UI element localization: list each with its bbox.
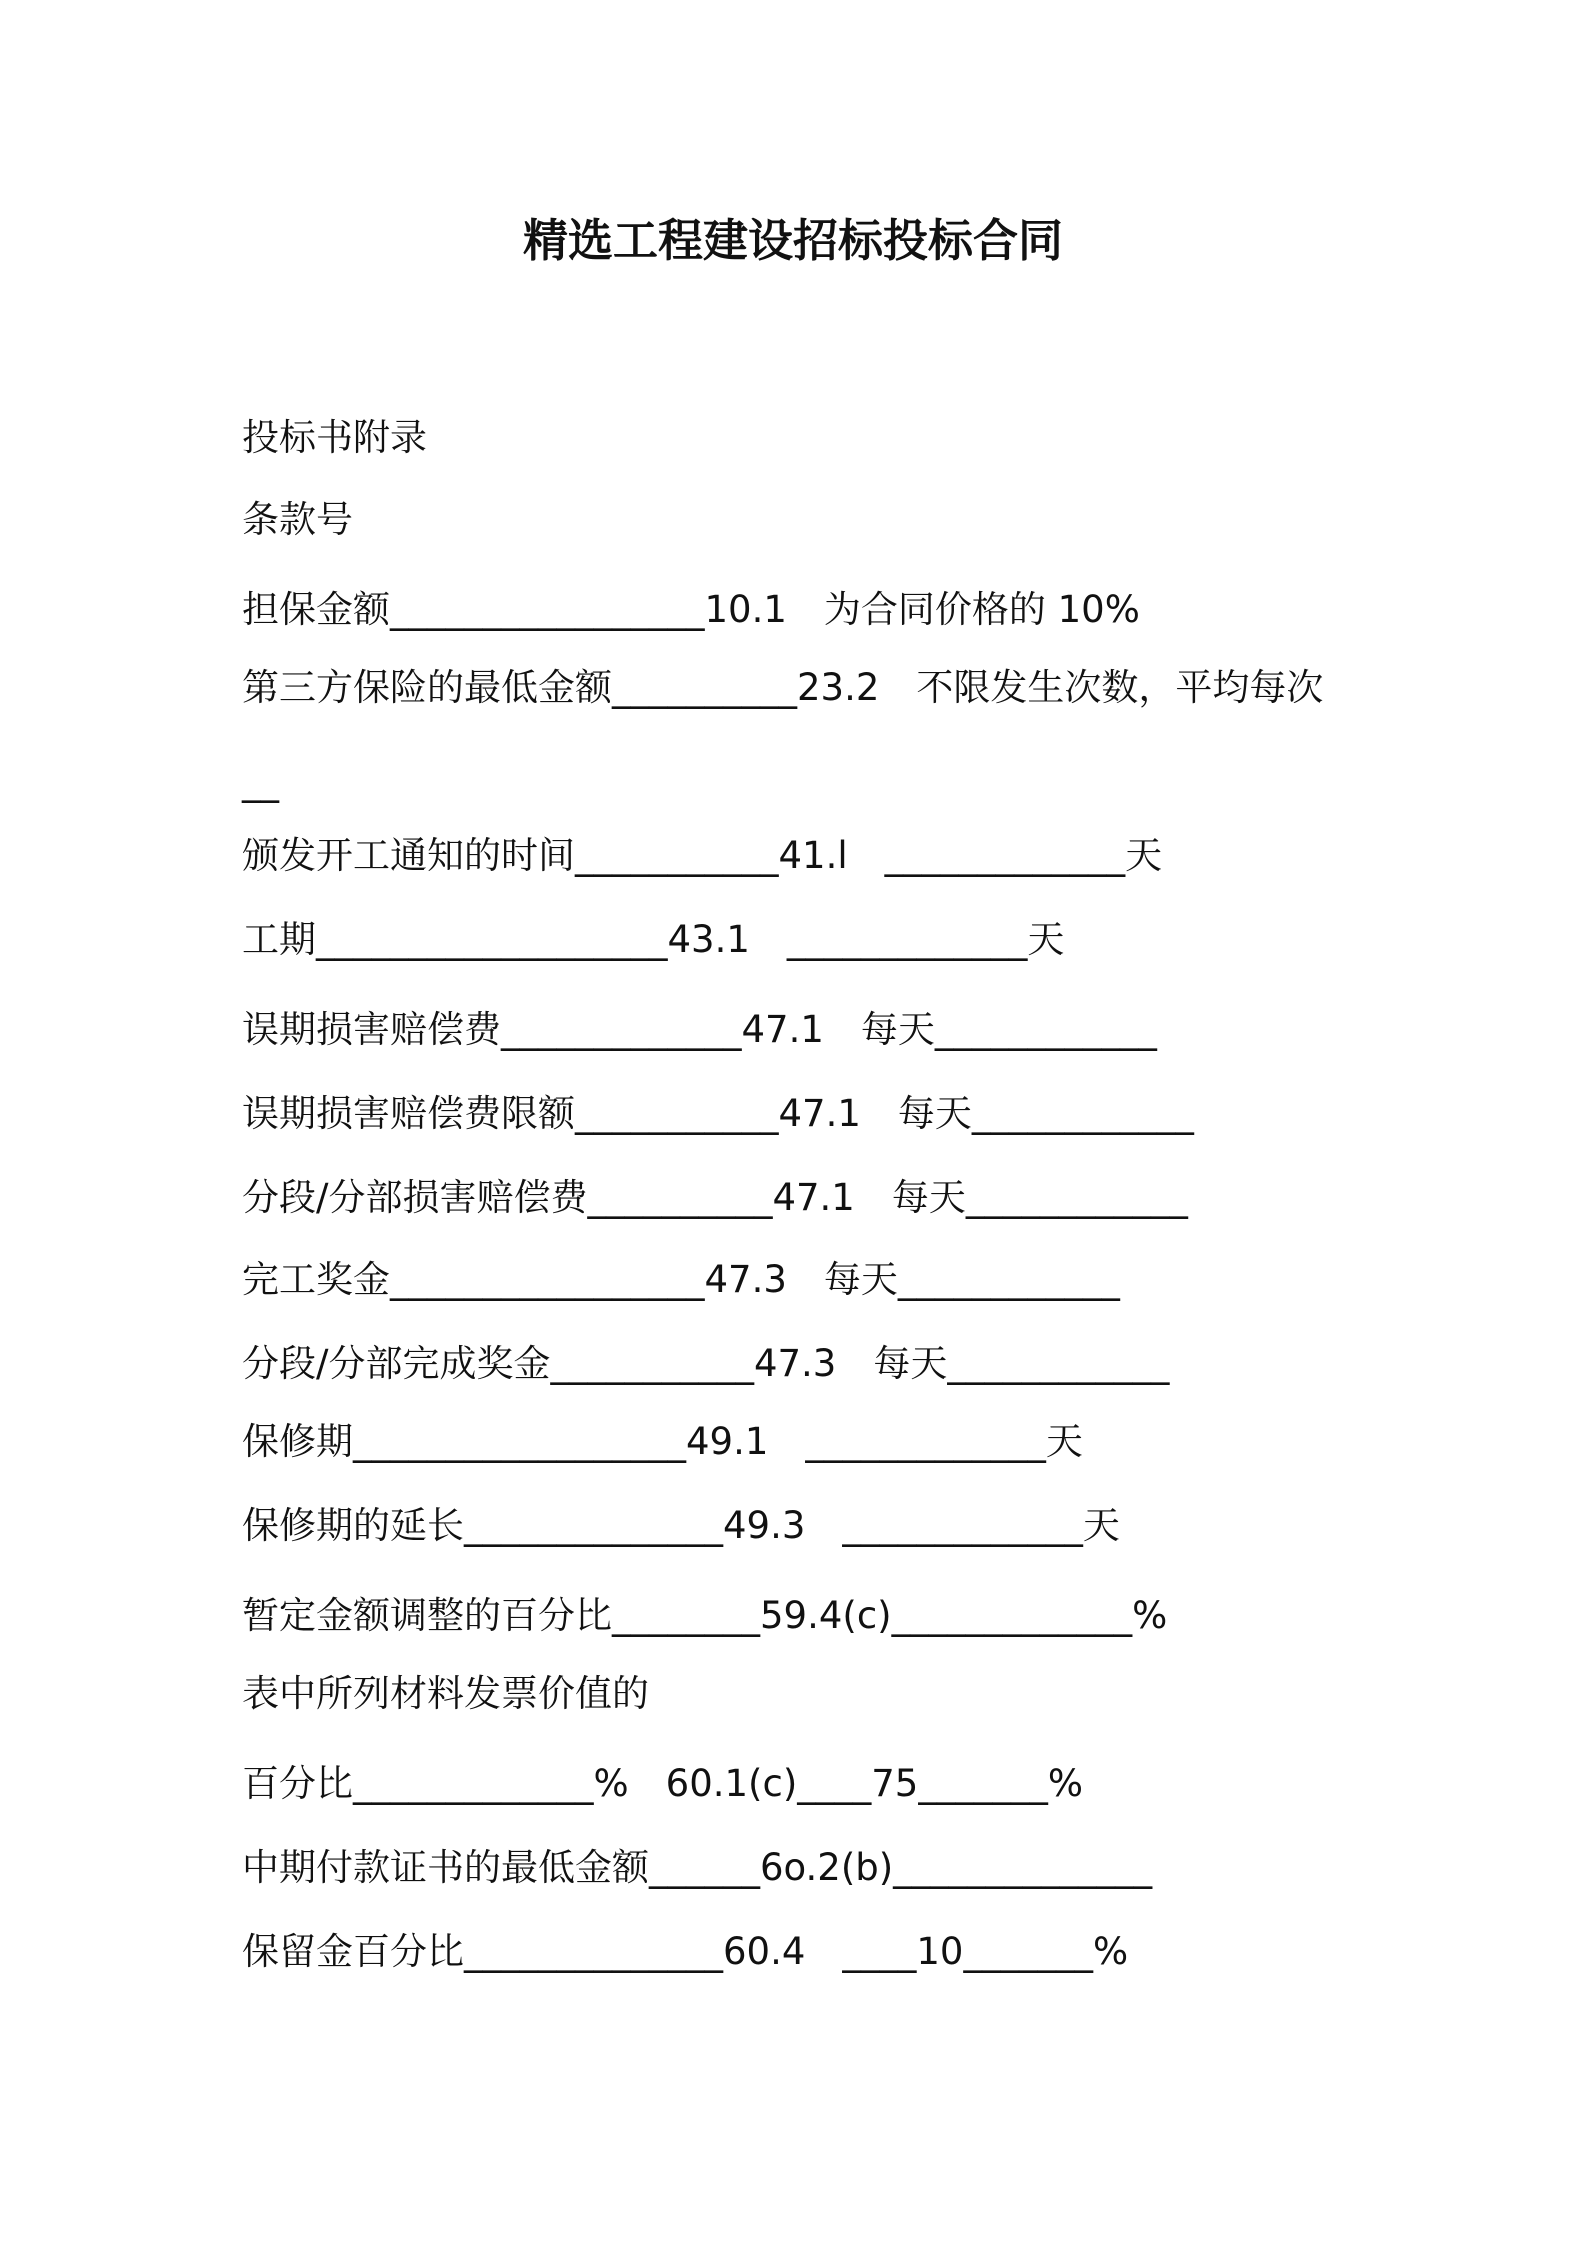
appendix-line-maintenance-period: 保修期__________________49.1 _____________天 [242, 1420, 1083, 1463]
appendix-line-interim-payment-minimum: 中期付款证书的最低金额______6o.2(b)______________ [242, 1846, 1153, 1889]
appendix-line-section-damages: 分段/分部损害赔偿费__________47.1 每天____________ [242, 1176, 1188, 1219]
appendix-line-retention-percentage: 保留金百分比______________60.4 ____10_______% [242, 1930, 1129, 1973]
appendix-line-commencement-notice: 颁发开工通知的时间___________41.l _____________天 [242, 834, 1163, 877]
appendix-line-provisional-sum-percentage: 暂定金额调整的百分比________59.4(c)_____________% [242, 1594, 1168, 1637]
appendix-line-completion-bonus: 完工奖金_________________47.3 每天____________ [242, 1258, 1120, 1301]
appendix-line-third-party-insurance: 第三方保险的最低金额__________23.2 不限发生次数，平均每次 [242, 666, 1324, 709]
clause-number-heading: 条款号 [242, 498, 353, 541]
appendix-line-percentage: 百分比_____________% 60.1(c)____75_______% [242, 1762, 1083, 1805]
section-heading-appendix: 投标书附录 [242, 416, 427, 459]
appendix-line-delay-damages-limit: 误期损害赔偿费限额___________47.1 每天____________ [242, 1092, 1194, 1135]
appendix-line-maintenance-extension: 保修期的延长______________49.3 _____________天 [242, 1504, 1120, 1547]
appendix-line-guarantee-amount: 担保金额_________________10.1 为合同价格的 10% [242, 588, 1140, 631]
appendix-line-insurance-continuation: __ [242, 760, 279, 803]
appendix-line-construction-period: 工期___________________43.1 _____________天 [242, 918, 1065, 961]
appendix-line-delay-damages: 误期损害赔偿费_____________47.1 每天____________ [242, 1008, 1157, 1051]
document-title: 精选工程建设招标投标合同 [522, 214, 1063, 267]
appendix-line-materials-invoice-value: 表中所列材料发票价值的 [242, 1672, 649, 1715]
appendix-line-section-completion-bonus: 分段/分部完成奖金___________47.3 每天____________ [242, 1342, 1170, 1385]
